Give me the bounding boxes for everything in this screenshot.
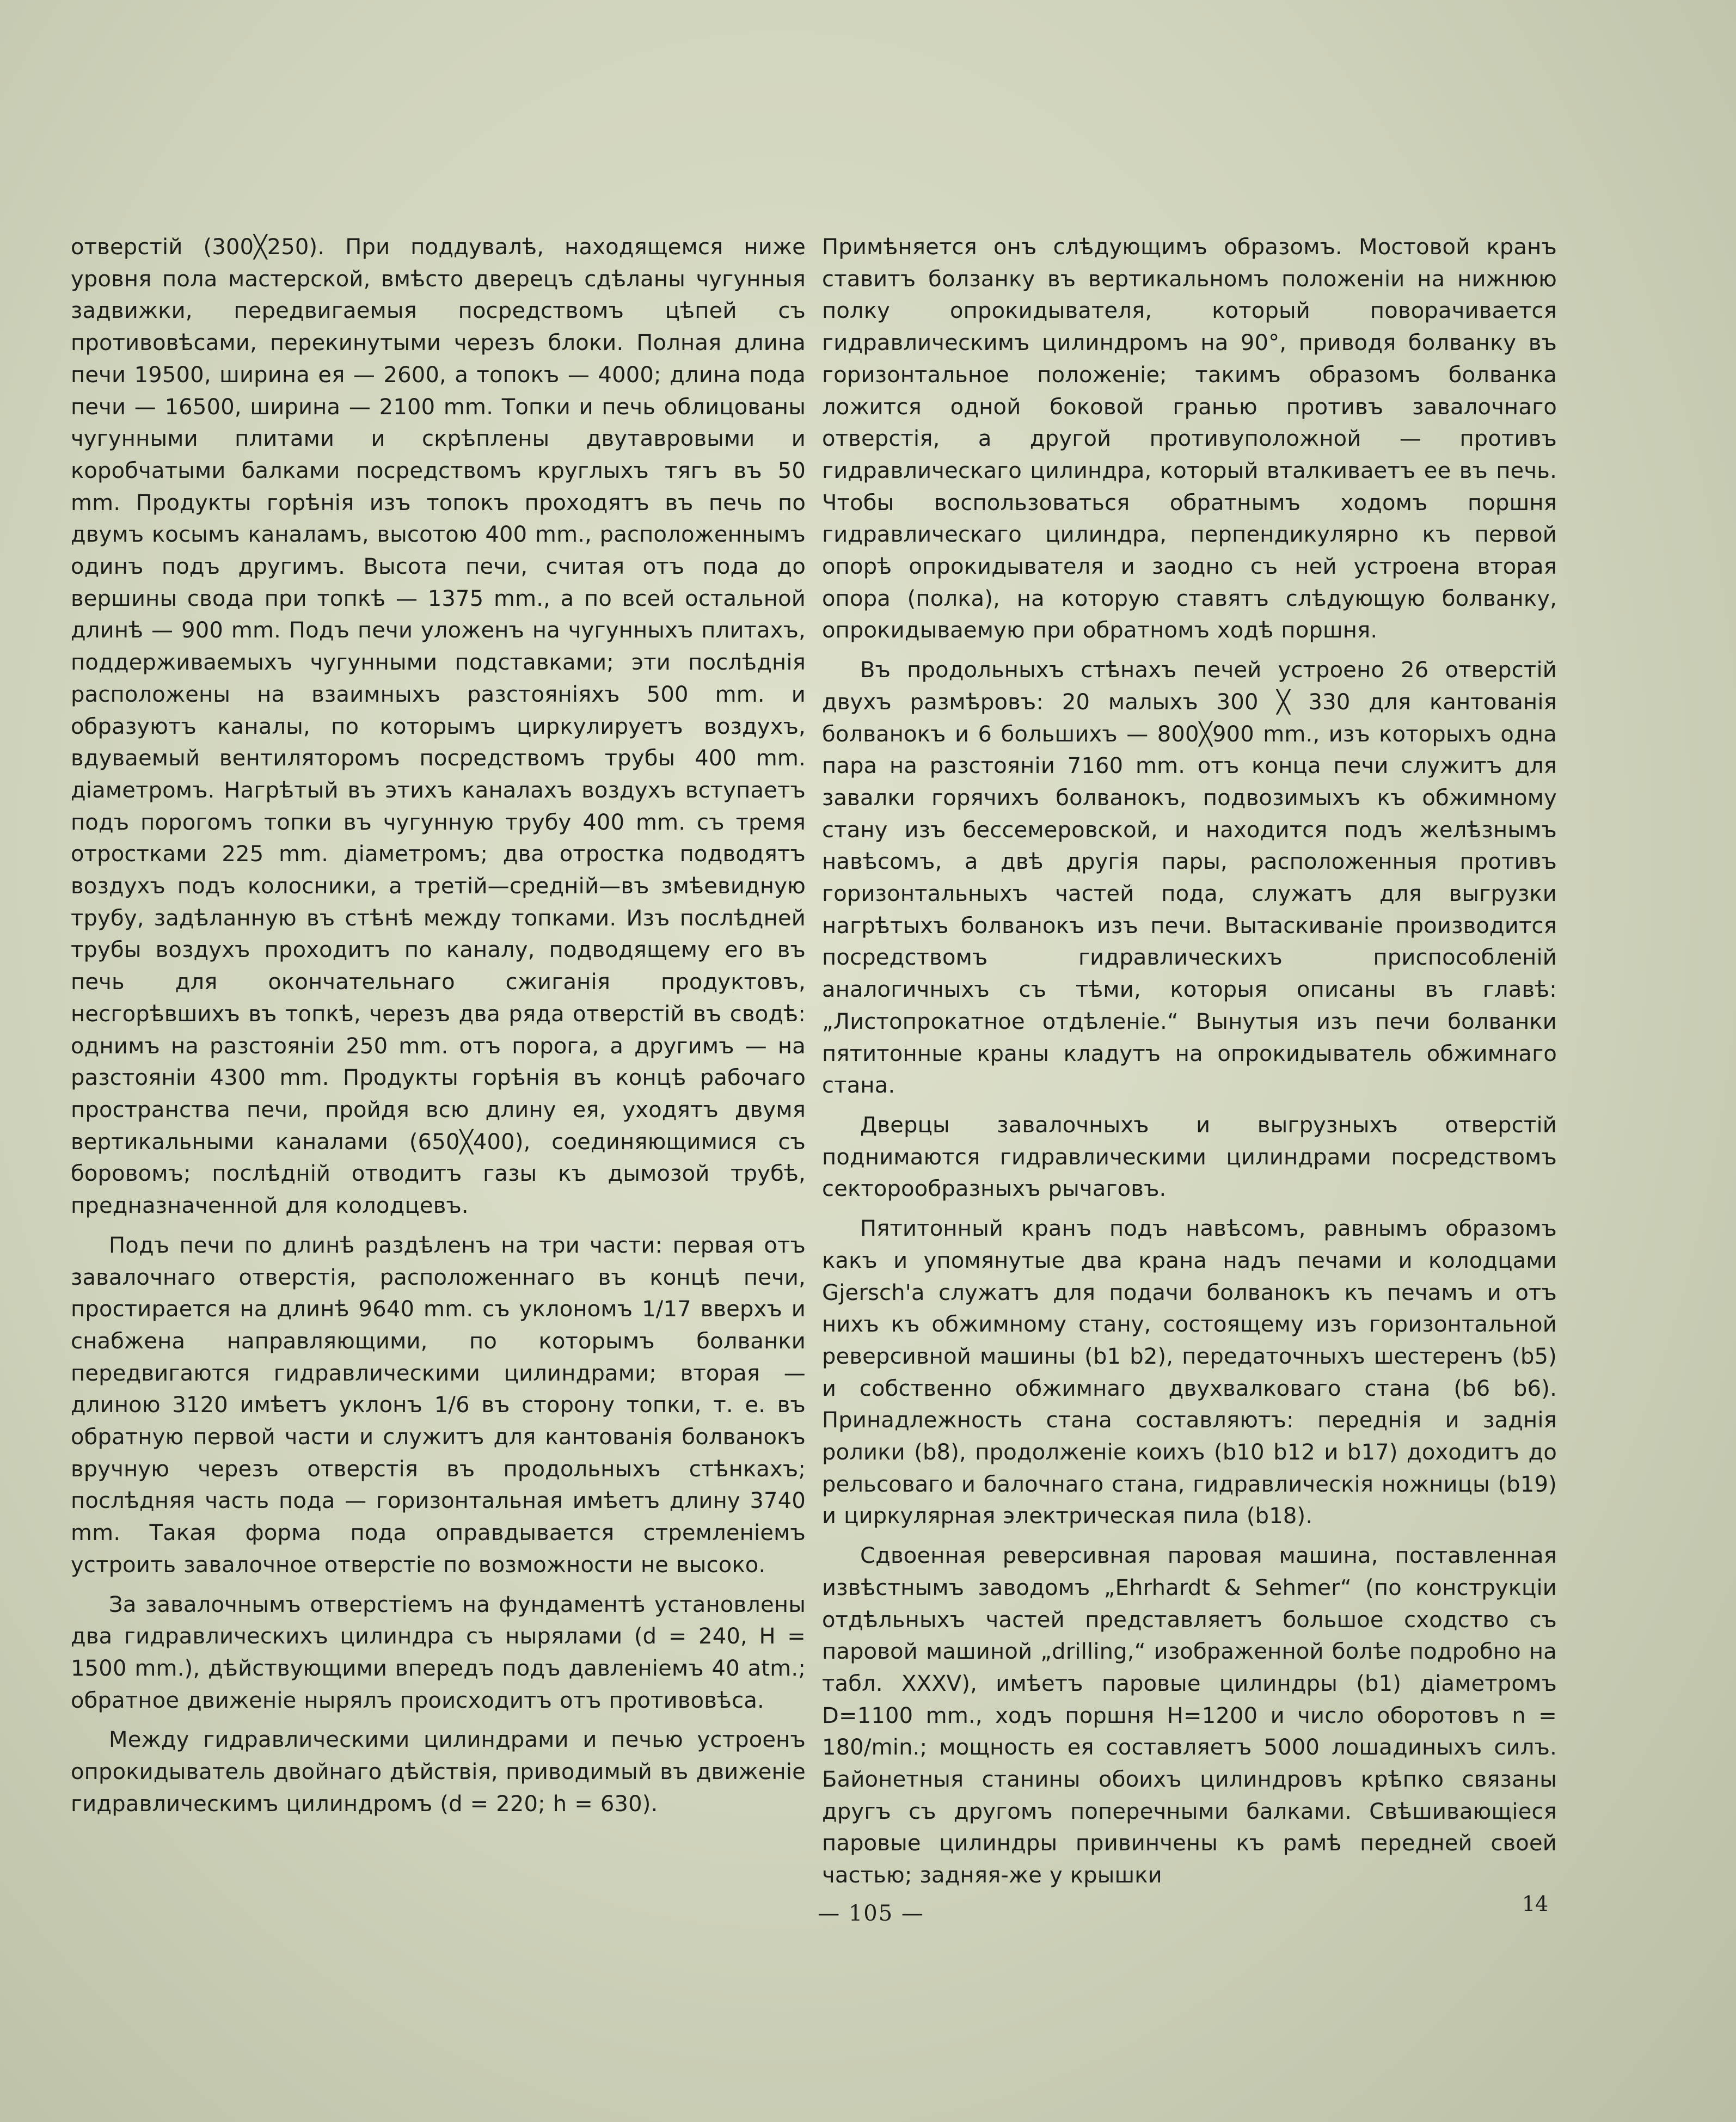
right-text-column [822, 231, 1557, 1892]
paragraph: Сдвоенная реверсивная паровая машина, поставленная извѣстнымъ заводомъ „Ehrhardt & Sehmer“ (по конструкціи отдѣльныхъ частей представляетъ большое сходство съ паровой машиной „drilling,“ изображенной болѣе подробно на табл. XXXV), имѣетъ паровые цилиндры (b1) діаметромъ D=1100 mm., ходъ поршня H=1200 и число оборотовъ n = 180/min.; мощность ея составляетъ 5000 лошадиныхъ силъ. Байонетныя станины обоихъ цилиндровъ крѣпко связаны другъ съ другомъ поперечными балками. Свѣшивающіеся паровые цилиндры привинчены къ рамѣ передней своей частью; задняя-же у крышки [822, 1543, 1557, 1888]
paragraph: Между гидравлическими цилиндрами и печью устроенъ опрокидыватель двойнаго дѣйствія, приводимый въ движеніе гидравлическимъ цилиндромъ (d = 220; h = 630). [71, 1727, 806, 1817]
signature-mark: 14 [1522, 1892, 1549, 1916]
paragraph: Подъ печи по длинѣ раздѣленъ на три части: первая отъ завалочнаго отверстія, расположеннаго въ концѣ печи, простирается на длинѣ 9640 mm. съ уклономъ 1/17 вверхъ и снабжена направляющими, по которымъ болванки передвигаются гидравлическими цилиндрами; вторая — длиною 3120 имѣетъ уклонъ 1/6 въ сторону топки, т. е. въ обратную первой части и служитъ для кантованія болванокъ вручную черезъ отверстія въ продольныхъ стѣнкахъ; послѣдняя часть пода — горизонтальная имѣетъ длину 3740 mm. Такая форма пода оправдывается стремленіемъ устроить завалочное отверстіе по возможности не высоко. [71, 1232, 806, 1578]
paragraph: Дверцы завалочныхъ и выгрузныхъ отверстій поднимаются гидравлическими цилиндрами посредствомъ секторообразныхъ рычаговъ. [822, 1112, 1557, 1202]
paragraph: отверстій (300╳250). При поддувалѣ, находящемся ниже уровня пола мастерской, вмѣсто дверецъ сдѣланы чугунныя задвижки, передвигаемыя посредствомъ цѣпей съ противовѣсами, перекинутыми черезъ блоки. Полная длина печи 19500, ширина ея — 2600, а топокъ — 4000; длина пода печи — 16500, ширина — 2100 mm. Топки и печь облицованы чугунными плитами и скрѣплены двутавровыми и коробчатыми балками посредствомъ круглыхъ тягъ въ 50 mm. Продукты горѣнія изъ топокъ проходятъ въ печь по двумъ косымъ каналамъ, высотою 400 mm., расположеннымъ одинъ подъ другимъ. Высота печи, считая отъ пода до вершины свода при топкѣ — 1375 mm., а по всей остальной длинѣ — 900 mm. Подъ печи уложенъ на чугунныхъ плитахъ, поддерживаемыхъ чугунными подставками; эти послѣднія расположены на взаимныхъ разстояніяхъ 500 mm. и образуютъ каналы, по которымъ циркулируетъ воздухъ, вдуваемый вентиляторомъ посредствомъ трубы 400 mm. діаметромъ. Нагрѣтый въ этихъ каналахъ воздухъ вступаетъ подъ порогомъ топки въ чугунную трубу 400 mm. съ тремя отростками 225 mm. діаметромъ; два отростка подводятъ воздухъ подъ колосники, а третій—средній—въ змѣевидную трубу, задѣланную въ стѣнѣ между топками. Изъ послѣдней трубы воздухъ проходитъ по каналу, подводящему его въ печь для окончательнаго сжиганія продуктовъ, несгорѣвшихъ въ топкѣ, черезъ два ряда отверстій въ сводѣ: однимъ на разстояніи 250 mm. отъ порога, а другимъ — на разстояніи 4300 mm. Продукты горѣнія въ концѣ рабочаго пространства печи, пройдя всю длину ея, уходятъ двумя вертикальными каналами (650╳400), соединяющимися съ боровомъ; послѣдній отводитъ газы къ дымозой трубѣ, предназначенной для колодцевъ. [71, 235, 806, 1219]
paragraph: Примѣняется онъ слѣдующимъ образомъ. Мостовой кранъ ставитъ болзанку въ вертикальномъ положеніи на нижнюю полку опрокидывателя, который поворачивается гидравлическимъ цилиндромъ на 90°, приводя болванку въ горизонтальное положеніе; такимъ образомъ болванка ложится одной боковой гранью противъ завалочнаго отверстія, а другой противуположной — противъ гидравлическаго цилиндра, который вталкиваетъ ее въ печь. Чтобы воспользоваться обратнымъ ходомъ поршня гидравлическаго цилиндра, перпендикулярно къ первой опорѣ опрокидывателя и заодно съ ней устроена вторая опора (полка), на которую ставятъ слѣдующую болванку, опрокидываемую при обратномъ ходѣ поршня. [822, 235, 1557, 643]
paragraph: Пятитонный кранъ подъ навѣсомъ, равнымъ образомъ какъ и упомянутые два крана надъ печами и колодцами Gjersch'a служатъ для подачи болванокъ къ печамъ и отъ нихъ къ обжимному стану, состоящему изъ горизонтальной реверсивной машины (b1 b2), передаточныхъ шестеренъ (b5) и собственно обжимнаго двухвалковаго стана (b6 b6). Принадлежность стана составляютъ: переднія и заднія ролики (b8), продолженіе коихъ (b10 b12 и b17) доходитъ до рельсоваго и балочнаго стана, гидравлическія ножницы (b19) и циркулярная электрическая пила (b18). [822, 1216, 1557, 1529]
left-text-column [71, 231, 806, 1820]
paragraph: Въ продольныхъ стѣнахъ печей устроено 26 отверстій двухъ размѣровъ: 20 малыхъ 300 ╳ 330 для кантованія болванокъ и 6 большихъ — 800╳900 mm., изъ которыхъ одна пара на разстояніи 7160 mm. отъ конца печи служитъ для завалки горячихъ болванокъ, подвозимыхъ къ обжимному стану изъ бессемеровской, и находится подъ желѣзнымъ навѣсомъ, а двѣ другія пары, расположенныя противъ горизонтальныхъ частей пода, служатъ для выгрузки нагрѣтыхъ болванокъ изъ печи. Вытаскиваніе производится посредствомъ гидравлическихъ приспособленій аналогичныхъ съ тѣми, которыя описаны въ главѣ: „Листопрокатное отдѣленіе.“ Вынутыя изъ печи болванки пятитонные краны кладутъ на опрокидыватель обжимнаго стана. [822, 658, 1557, 1099]
paragraph: За завалочнымъ отверстіемъ на фундаментѣ установлены два гидравлическихъ цилиндра съ нырялами (d = 240, H = 1500 mm.), дѣйствующими впередъ подъ давленіемъ 40 atm.; обратное движеніе нырялъ происходитъ отъ противовѣса. [71, 1592, 806, 1713]
page-number: — 105 — [818, 1901, 924, 1926]
